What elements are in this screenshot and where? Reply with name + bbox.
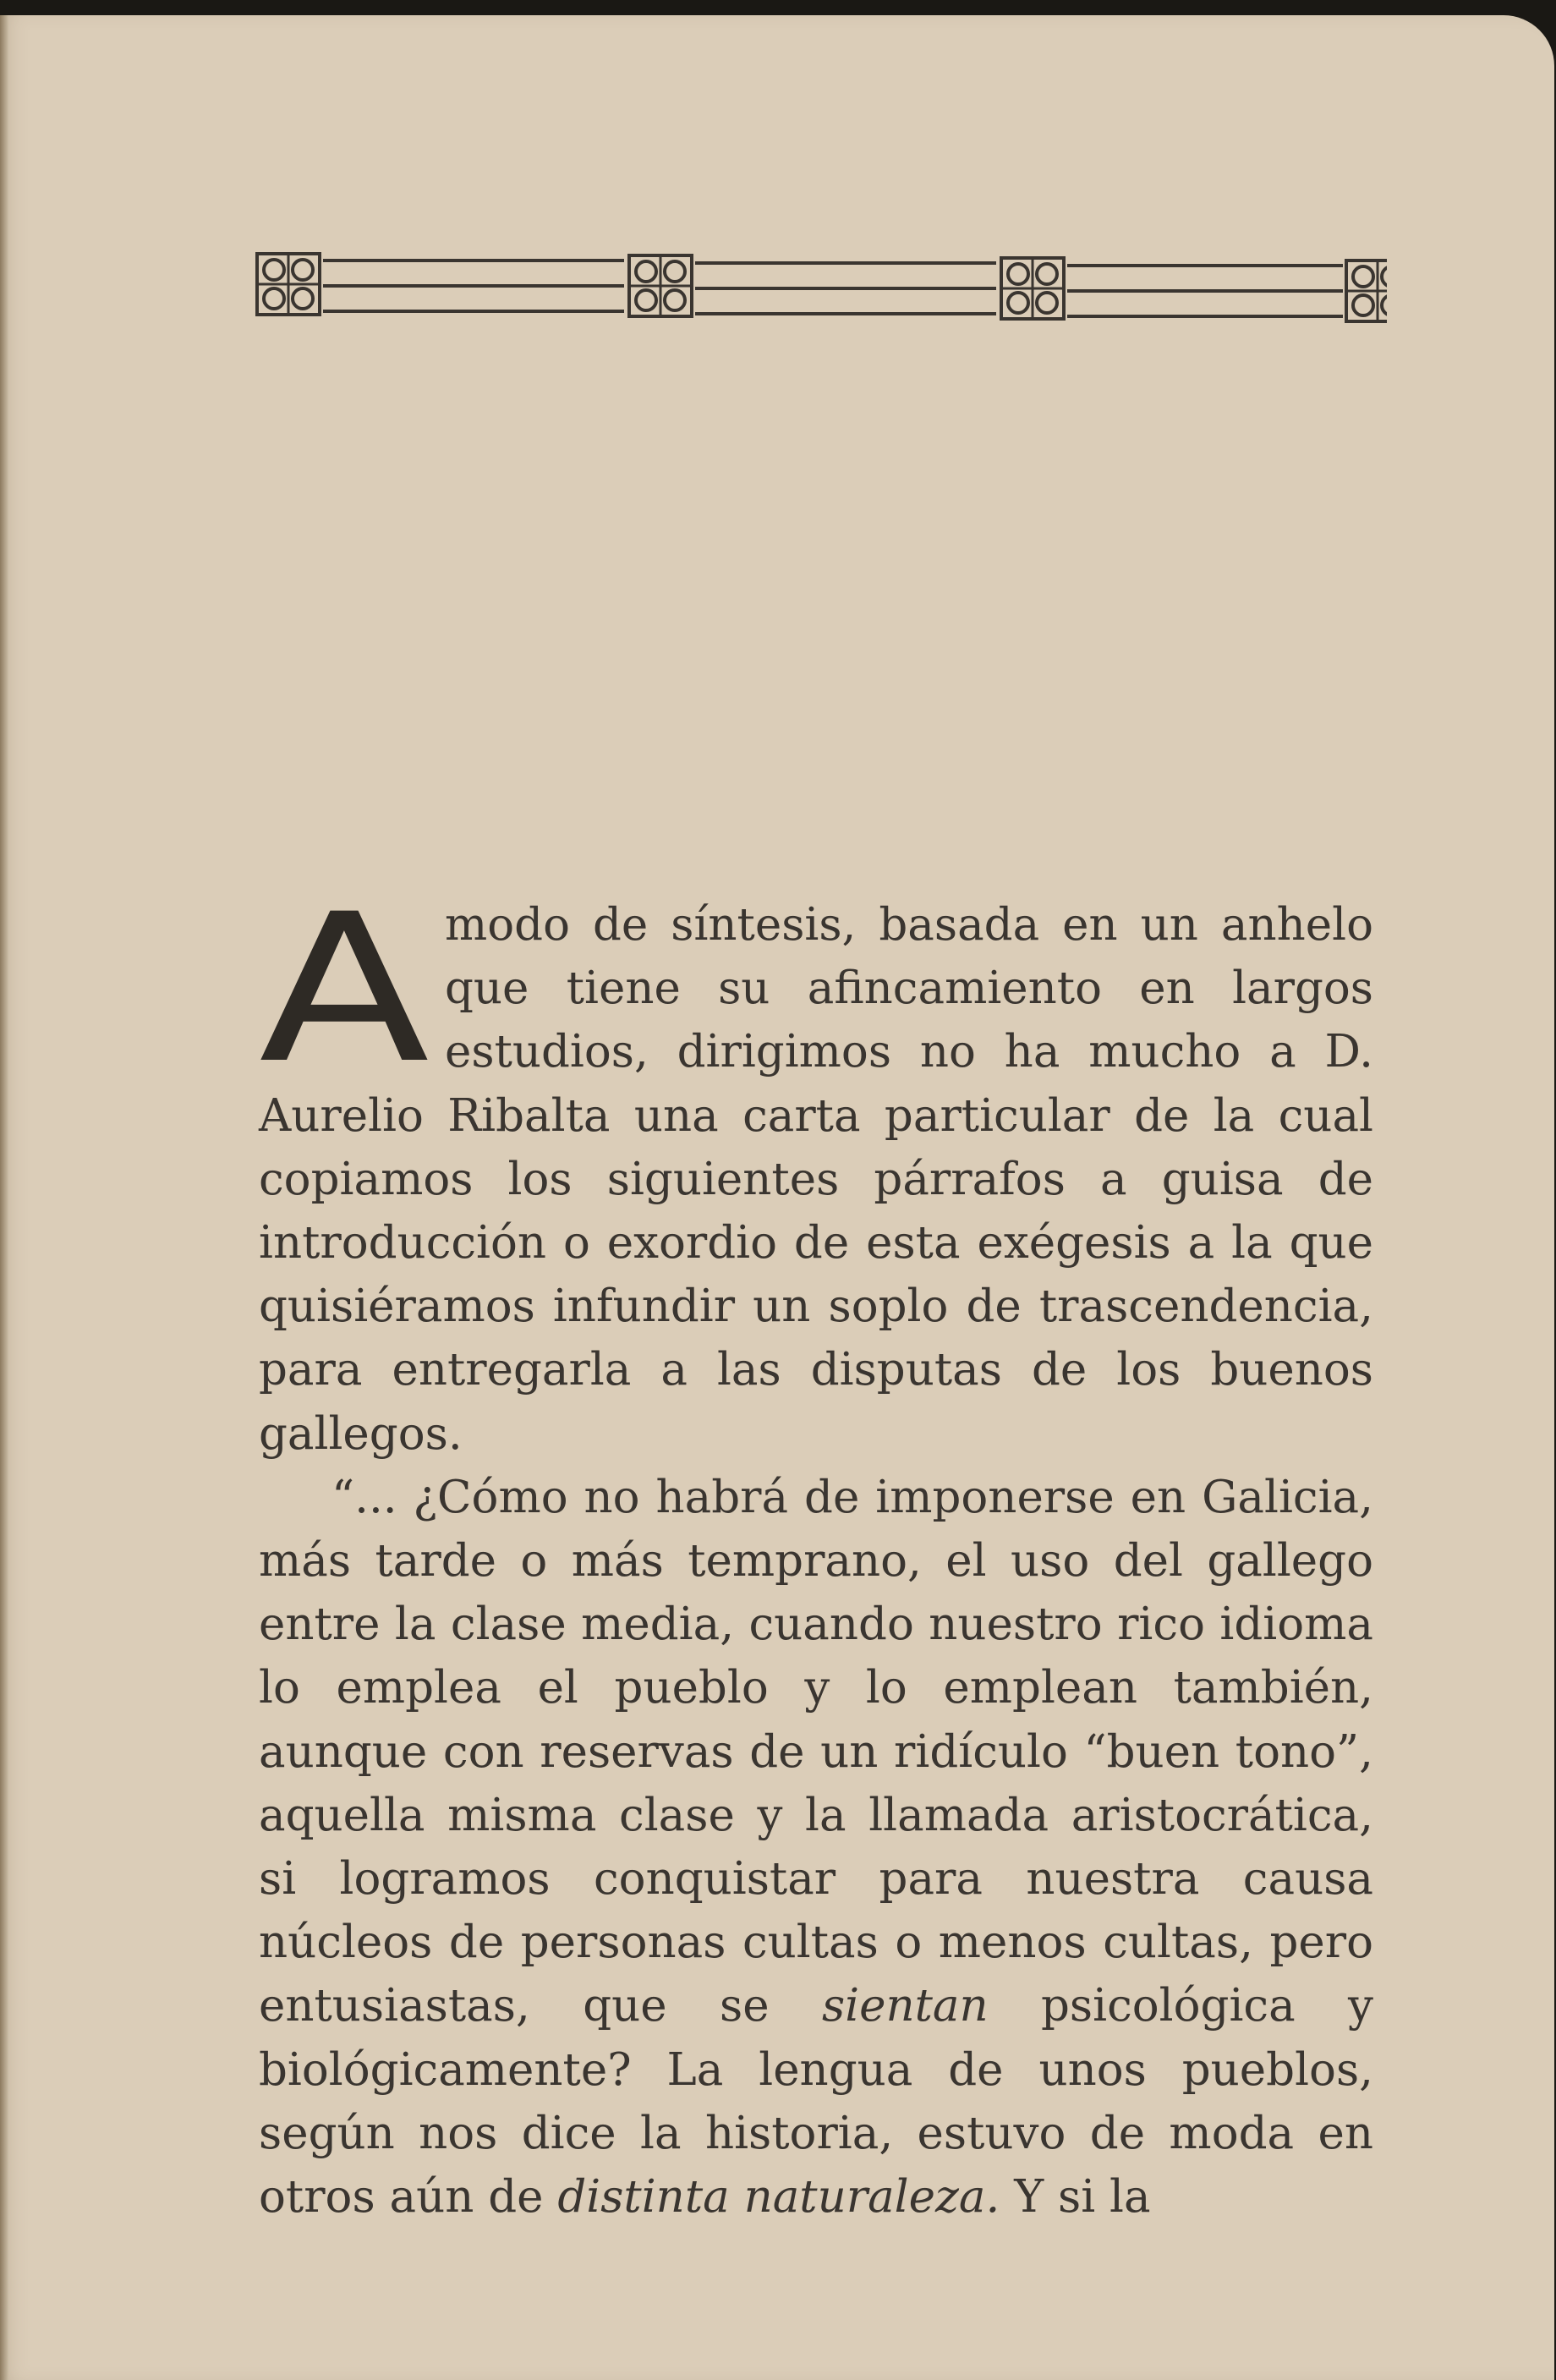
paragraph-2-start: “... ¿Cómo no habrá de imponerse en Galicia, más tarde o más temprano, el uso del gallego entre la clase media, cuando nuestro rico idioma lo emplea el pueblo y lo emplean también, aunque con reservas de un ridículo “buen tono”, aquella misma clase y la llamada aristocrática, si logramos conquistar para nuestra causa núcleos de personas cultas o menos cultas, pero entusiastas, que se bbox=[259, 1471, 1373, 2032]
quatrefoil-icon bbox=[255, 252, 321, 316]
book-page bbox=[0, 15, 1554, 2380]
italic-distinta-naturaleza: distinta naturaleza. bbox=[557, 2171, 1000, 2224]
quatrefoil-icon bbox=[627, 254, 693, 318]
paragraph-2-middle: psicológica y biológicamente? La lengua de unos pueblos, según nos dice la historia, estuvo de moda en otros aún de bbox=[259, 1980, 1373, 2224]
page-spine-shadow bbox=[0, 15, 8, 2380]
quatrefoil-icon bbox=[1345, 259, 1387, 323]
triple-rule-lines bbox=[323, 260, 1343, 316]
quatrefoil-icon bbox=[1000, 256, 1066, 321]
drop-cap: A bbox=[259, 870, 430, 1109]
paragraph-1-text: modo de síntesis, basada en un anhelo que tiene su afincamiento en largos estudios, dirigimos no ha mucho a D. Aurelio Ribalta una carta particular de la cual copiamos los siguientes párrafos a guisa de introducción o exordio de esta exégesis a la que quisiéramos infundir un soplo de trascendencia, para entregarla a las disputas de los buenos gallegos. bbox=[259, 899, 1373, 1460]
paragraph-2-end: Y si la bbox=[1000, 2171, 1151, 2224]
body-text bbox=[259, 870, 1373, 2229]
paragraph-2 bbox=[259, 1466, 1373, 2229]
italic-sientan: sientan bbox=[821, 1980, 989, 2032]
paragraph-1 bbox=[259, 870, 1373, 1466]
ornamental-header-rule bbox=[252, 249, 1387, 333]
